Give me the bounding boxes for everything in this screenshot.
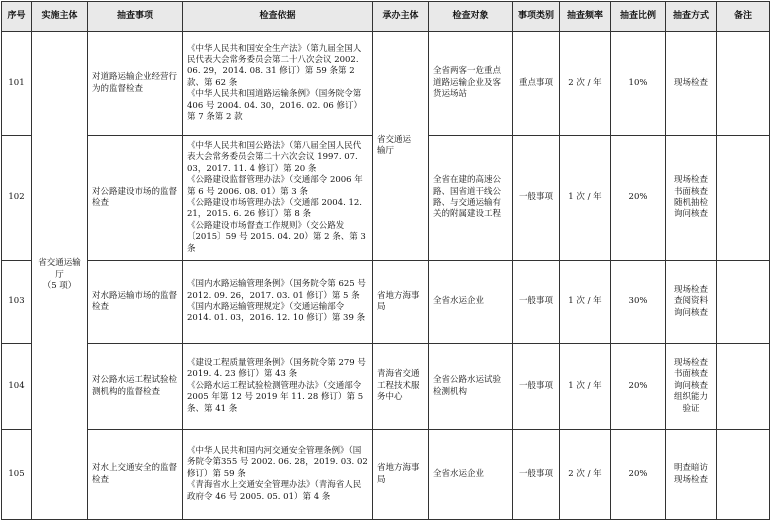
ratio-cell: 20% (611, 430, 666, 520)
table-row (2, 261, 770, 344)
basis-line: 《国内水路运输管理规定》（交通运输部令 2014. 01. 03，2016. 12. 10 修订）第 39 条 (187, 302, 366, 324)
basis-cell (183, 344, 373, 430)
basis-line: 《公路水运工程试验检测管理办法》（交通部令 2005 年第 12 号 2019 年 11. 28 修订）第 5 条、第 41 条 (187, 380, 364, 414)
basis-line: 《中华人民共和国安全生产法》（第九届全国人民代表大会常务委员会第二十八次会议 2002. 06. 29，2014. 08. 31 修订）第 59 条第 2 款、第 62 条 (187, 43, 362, 88)
basis-line: 《公路建设市场管理办法》（交通部 2004. 12. 21，2015. 6. 26 修订）第 8 条 (187, 198, 363, 220)
note-cell (717, 344, 770, 430)
subject-cell: 省交通运输厅 （5 项） (32, 32, 88, 520)
note-cell (717, 430, 770, 520)
target-cell: 全省公路水运试验检测机构 (429, 344, 513, 430)
header-item: 抽查事项 (88, 2, 183, 32)
category-cell: 一般事项 (513, 430, 560, 520)
target-cell: 全省两客一危重点道路运输企业及客货运场站 (429, 32, 513, 136)
frequency-cell: 2 次 / 年 (560, 430, 611, 520)
header-subject: 实施主体 (32, 2, 88, 32)
ratio-cell: 20% (611, 136, 666, 261)
note-cell (717, 32, 770, 136)
frequency-cell: 1 次 / 年 (560, 344, 611, 430)
header-note: 备注 (717, 2, 770, 32)
item-cell: 对水上交通安全的监督检查 (88, 430, 183, 520)
header-ratio: 抽查比例 (611, 2, 666, 32)
header-no: 序号 (2, 2, 32, 32)
row-number: 102 (2, 136, 32, 261)
header-target: 检查对象 (429, 2, 513, 32)
header-row (2, 2, 770, 32)
ratio-cell: 10% (611, 32, 666, 136)
target-cell: 全省水运企业 (429, 261, 513, 344)
basis-line: 《建设工程质量管理条例》（国务院令第 279 号 2019. 4. 23 修订）第 43 条 (187, 357, 366, 380)
row-number: 103 (2, 261, 32, 344)
frequency-cell: 1 次 / 年 (560, 261, 611, 344)
method-cell: 明查暗访 现场检查 (666, 430, 717, 520)
undertaker-cell: 青海省交通工程技术服务中心 (373, 344, 429, 430)
category-cell: 重点事项 (513, 32, 560, 136)
undertaker-cell: 省地方海事局 (373, 430, 429, 520)
category-cell: 一般事项 (513, 136, 560, 261)
header-category: 事项类别 (513, 2, 560, 32)
basis-cell (183, 261, 373, 344)
method-cell: 现场检查 (666, 32, 717, 136)
item-cell: 对公路建设市场的监督检查 (88, 136, 183, 261)
basis-line: 《中华人民共和国道路运输条例》（国务院令第 406 号 2004. 04. 30，2016. 02. 06 修订）第 7 条第 2 款 (187, 89, 362, 123)
basis-line: 《公路建设监督管理办法》（交通部令 2006 年第 6 号 2006. 08. 01）第 3 条 (187, 175, 363, 197)
inspection-table (1, 1, 770, 520)
header-basis: 检查依据 (183, 2, 373, 32)
table-row (2, 32, 770, 136)
basis-line: 《公路建设市场督查工作规则》（交公路发〔2015〕59 号 2015. 04. 20）第 2 条、第 3 条 (187, 220, 366, 254)
target-cell: 全省在建的高速公路、国省道干线公路、与交通运输有关的附属建设工程 (429, 136, 513, 261)
header-frequency: 抽查频率 (560, 2, 611, 32)
method-cell: 现场检查 查阅资料 询问核查 (666, 261, 717, 344)
header-undertaker: 承办主体 (373, 2, 429, 32)
note-cell (717, 136, 770, 261)
method-cell: 现场检查 书面核查 随机抽检 询问核查 (666, 136, 717, 261)
frequency-cell: 1 次 / 年 (560, 136, 611, 261)
basis-line: 《中华人民共和国公路法》（第八届全国人民代表大会常务委员会第二十六次会议 1997. 07. 03，2017. 11. 4 修订）第 20 条 (187, 140, 362, 174)
note-cell (717, 261, 770, 344)
basis-cell (183, 136, 373, 261)
basis-cell (183, 430, 373, 520)
row-number: 104 (2, 344, 32, 430)
undertaker-cell: 省交通运 输厅 (373, 32, 429, 261)
undertaker-cell: 省地方海事局 (373, 261, 429, 344)
method-cell: 现场检查 书面核查 询问核查 组织能力验证 (666, 344, 717, 430)
ratio-cell: 20% (611, 344, 666, 430)
basis-line: 《中华人民共和国内河交通安全管理条例》（国务院令第355 号 2002. 06. 28，2019. 03. 02 修订）第 59 条 (187, 445, 368, 479)
item-cell: 对公路水运工程试验检测机构的监督检查 (88, 344, 183, 430)
item-cell: 对水路运输市场的监督检查 (88, 261, 183, 344)
basis-cell (183, 32, 373, 136)
ratio-cell: 30% (611, 261, 666, 344)
item-cell: 对道路运输企业经营行为的监督检查 (88, 32, 183, 136)
row-number: 105 (2, 430, 32, 520)
header-method: 抽查方式 (666, 2, 717, 32)
table-row (2, 344, 770, 430)
category-cell: 一般事项 (513, 344, 560, 430)
target-cell: 全省水运企业 (429, 430, 513, 520)
basis-line: 《国内水路运输管理条例》（国务院令第 625 号 2012. 09. 26，2017. 03. 01 修订）第 5 条 (187, 279, 366, 301)
category-cell: 一般事项 (513, 261, 560, 344)
basis-line: 《青海省水上交通安全管理办法》（青海省人民政府令 46 号 2005. 05. 01）第 4 条 (187, 480, 362, 502)
table-row (2, 430, 770, 520)
row-number: 101 (2, 32, 32, 136)
frequency-cell: 2 次 / 年 (560, 32, 611, 136)
